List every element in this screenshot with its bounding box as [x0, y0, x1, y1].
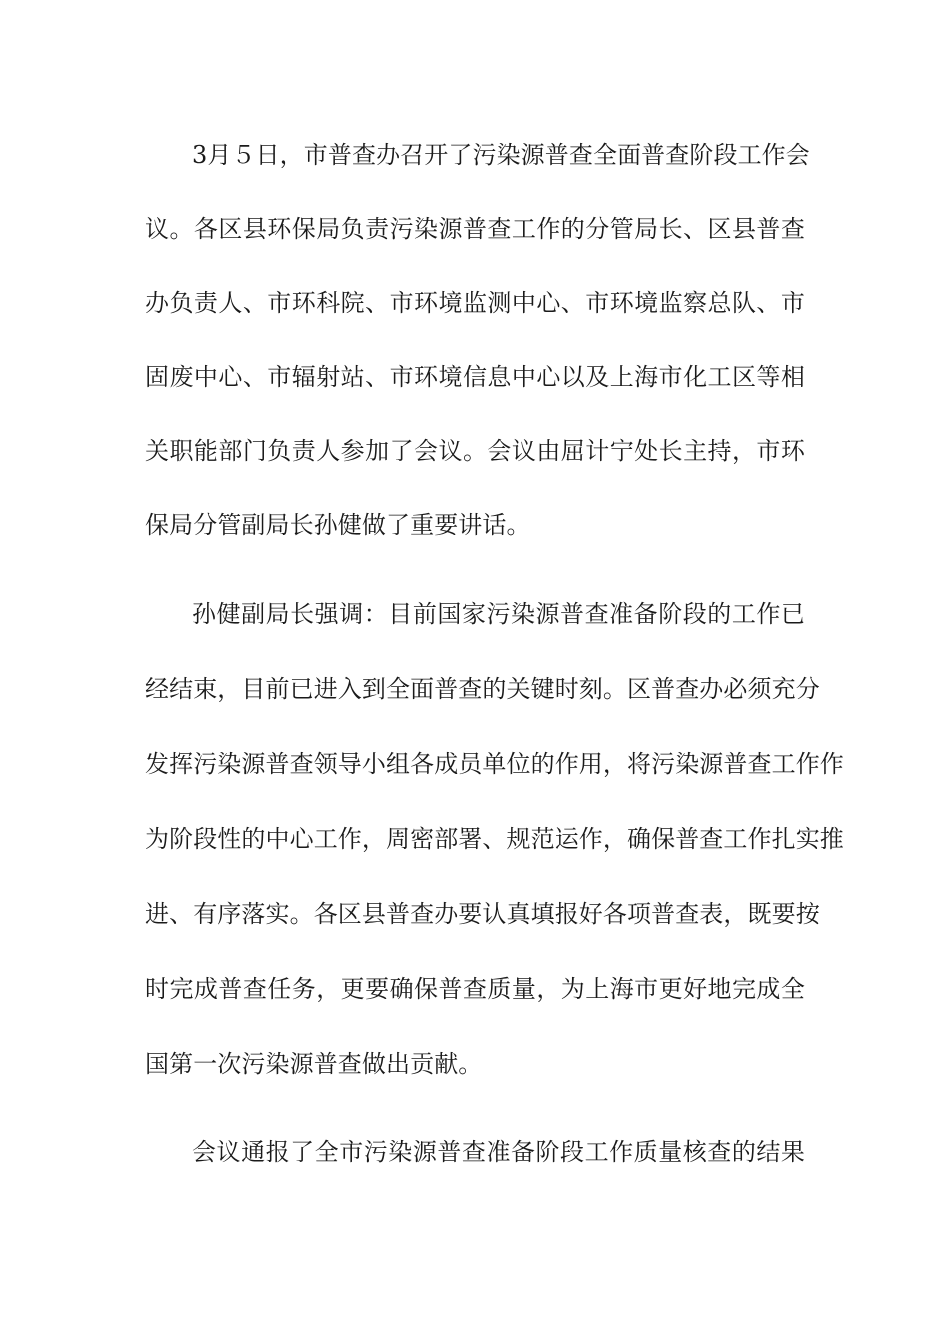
- paragraph-1-line-4: 固废中心、市辐射站、市环境信息中心以及上海市化工区等相: [145, 363, 805, 391]
- paragraph-2-line-5: 进、有序落实。各区县普查办要认真填报好各项普查表，既要按: [145, 900, 820, 928]
- paragraph-1-line-5: 关职能部门负责人参加了会议。会议由屈计宁处长主持，市环: [145, 437, 805, 465]
- paragraph-2-line-1: 孙健副局长强调：目前国家污染源普查准备阶段的工作已: [192, 600, 805, 628]
- paragraph-1-line-3: 办负责人、市环科院、市环境监测中心、市环境监察总队、市: [145, 289, 805, 317]
- paragraph-3-line-1: 会议通报了全市污染源普查准备阶段工作质量核查的结果: [192, 1138, 805, 1166]
- paragraph-2-line-6: 时完成普查任务，更要确保普查质量，为上海市更好地完成全: [145, 975, 805, 1003]
- paragraph-2-line-3: 发挥污染源普查领导小组各成员单位的作用，将污染源普查工作作: [145, 750, 844, 778]
- paragraph-1-line-2: 议。各区县环保局负责污染源普查工作的分管局长、区县普查: [145, 215, 805, 243]
- paragraph-1-line-1: 3月５日，市普查办召开了污染源普查全面普查阶段工作会: [192, 141, 810, 169]
- paragraph-2-line-2: 经结束，目前已进入到全面普查的关键时刻。区普查办必须充分: [145, 675, 820, 703]
- paragraph-2-line-4: 为阶段性的中心工作，周密部署、规范运作，确保普查工作扎实推: [145, 825, 844, 853]
- paragraph-2-line-7: 国第一次污染源普查做出贡献。: [145, 1050, 483, 1078]
- paragraph-1-line-6: 保局分管副局长孙健做了重要讲话。: [145, 511, 531, 539]
